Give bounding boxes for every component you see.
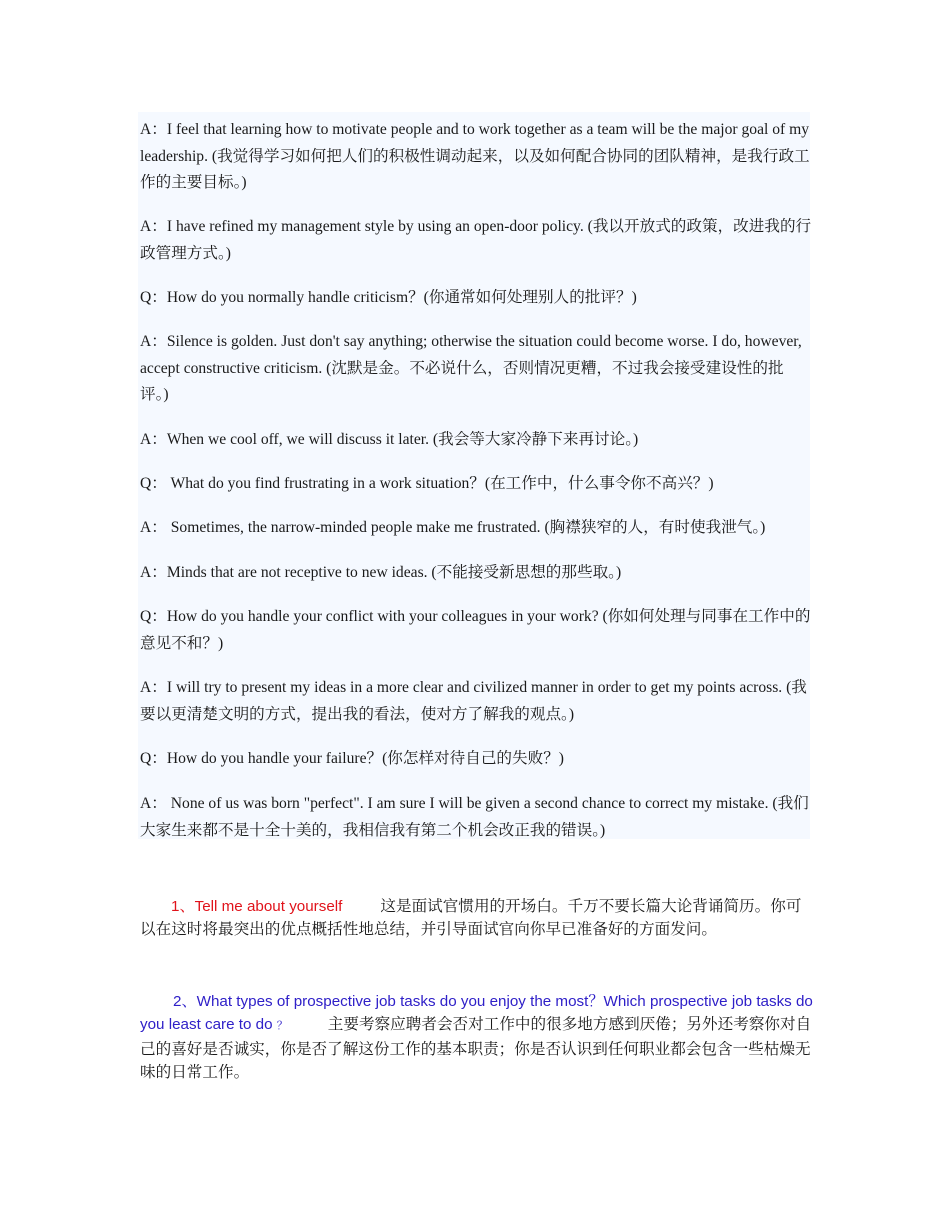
qa-item: A：Silence is golden. Just don't say anything; otherwise the situation could become worse. I do, however, accept constructive criticism. (沈默是金。不必说什么，否则情况更糟，不过我会接受建设性的批评。) — [140, 333, 802, 403]
qa-item: Q：How do you normally handle criticism？(你通常如何处理别人的批评？) — [140, 289, 637, 306]
qa-item: A：I will try to present my ideas in a more clear and civilized manner in order to get my points across. (我要以更清楚文明的方式，提出我的看法，使对方了解我的观点。) — [140, 679, 807, 723]
qa-item: A：When we cool off, we will discuss it later. (我会等大家冷静下来再讨论。) — [140, 431, 639, 448]
tip-title: 2、What types of prospective job tasks do you enjoy the most？Which prospective job tasks do you least care to do ？ — [140, 993, 813, 1033]
tip-body: 主要考察应聘者会否对工作中的很多地方感到厌倦；另外还考察你对自己的喜好是否诚实，你是否了解这份工作的基本职责；你是否认识到任何职业都会包含一些枯燥无味的日常工作。 — [140, 1016, 812, 1081]
qa-item: A：I have refined my management style by using an open-door policy. (我以开放式的政策，改进我的行政管理方式。) — [140, 218, 812, 262]
qa-item: A：I feel that learning how to motivate people and to work together as a team will be the major goal of my leadership. (我觉得学习如何把人们的积极性调动起来，以及如何配合协同的团队精神，是我行政工作的主要目标。) — [140, 121, 810, 191]
qa-item: Q：How do you handle your failure？(你怎样对待自己的失败？) — [140, 750, 565, 767]
qa-item: A： Sometimes, the narrow-minded people make me frustrated. (胸襟狭窄的人，有时使我泄气。) — [140, 519, 766, 536]
qa-item: Q：How do you handle your conflict with your colleagues in your work? (你如何处理与同事在工作中的意见不和？) — [140, 608, 811, 652]
qa-item: A：Minds that are not receptive to new ideas. (不能接受新思想的那些取。) — [140, 564, 622, 581]
tip-body: 这是面试官惯用的开场白。千万不要长篇大论背诵简历。你可以在这时将最突出的优点概括性地总结，并引导面试官向你早已准备好的方面发问。 — [140, 898, 802, 938]
tip-item — [140, 895, 815, 941]
tip-item — [140, 990, 815, 1084]
tip-title: 1、Tell me about yourself — [171, 898, 343, 915]
qa-item: A： None of us was born "perfect". I am sure I will be given a second chance to correct my mistake. (我们大家生来都不是十全十美的，我相信我有第二个机会改正我的错误。) — [140, 795, 809, 839]
qa-item: Q： What do you find frustrating in a work situation？(在工作中，什么事令你不高兴？) — [140, 475, 714, 492]
